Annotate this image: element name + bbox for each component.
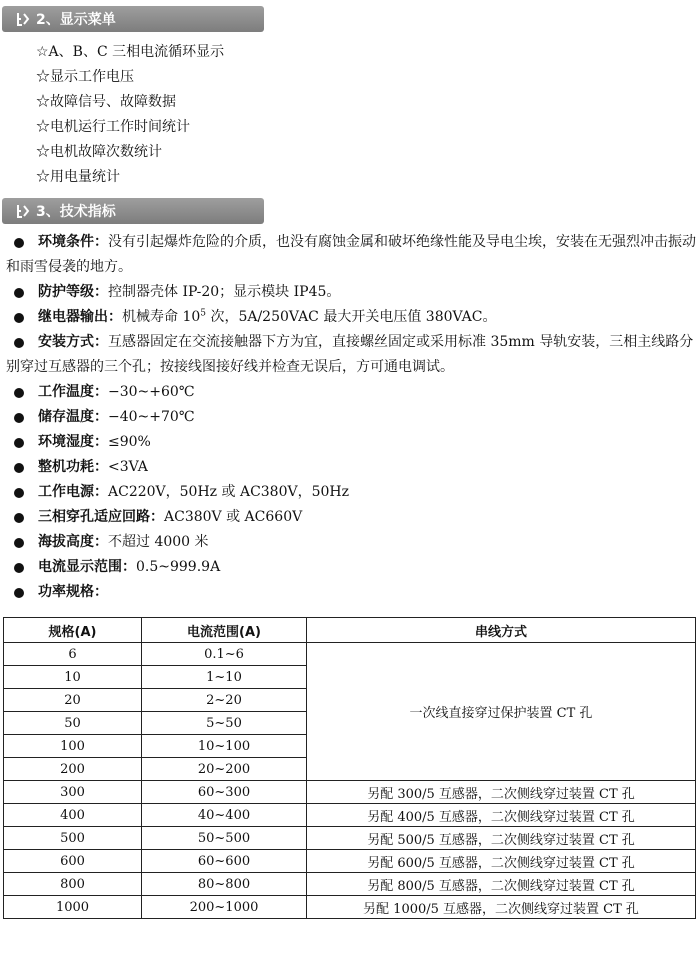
table-cell: 2~20 [142,689,307,712]
menu-item: ☆用电量统计 [36,169,120,185]
spec-three-phase-loop: 三相穿孔适应回路：AC380V 或 AC660V [6,505,696,530]
bullet-icon [14,538,24,548]
section-marker-icon [16,204,30,218]
table-cell: 10 [4,666,142,689]
section-title: 2、显示菜单 [36,12,116,28]
power-rating-table [3,617,696,919]
bullet-icon [14,313,24,323]
bullet-icon [14,238,24,248]
table-cell: 6 [4,643,142,666]
table-row [4,643,696,666]
spec-storage-temperature: 储存温度：−40~+70℃ [6,405,696,430]
table-cell: 20 [4,689,142,712]
spec-humidity: 环境湿度：≤90% [6,430,696,455]
table-cell: 200 [4,758,142,781]
table-row [4,827,696,850]
table-cell: 另配 300/5 互感器，二次侧线穿过装置 CT 孔 [307,781,696,804]
spec-altitude: 海拔高度：不超过 4000 米 [6,530,696,555]
spec-current-range: 电流显示范围：0.5~999.9A [6,555,696,580]
bullet-icon [14,288,24,298]
menu-item: ☆电机运行工作时间统计 [36,119,190,135]
table-cell: 60~300 [142,781,307,804]
table-cell: 400 [4,804,142,827]
column-header: 串线方式 [307,618,696,643]
table-cell: 40~400 [142,804,307,827]
bullet-icon [14,438,24,448]
menu-item: ☆A、B、C 三相电流循环显示 [36,44,225,60]
section-header-display-menu [2,6,264,32]
spec-environment: 环境条件：没有引起爆炸危险的介质，也没有腐蚀金属和破坏绝缘性能及导电尘埃，安装在无强烈冲击振动和雨雪侵袭的地方。 [6,234,696,275]
spec-power-rating: 功率规格： [6,580,696,605]
table-cell: 800 [4,873,142,896]
table-cell: 10~100 [142,735,307,758]
column-header: 电流范围(A) [142,618,307,643]
spec-installation: 安装方式：互感器固定在交流接触器下方为宜，直接螺丝固定或采用标准 35mm 导轨安装，三相主线路分别穿过互感器的三个孔；按接线图接好线并检查无误后，方可通电调试。 [6,334,694,375]
table-cell: 80~800 [142,873,307,896]
table-row [4,850,696,873]
bullet-icon [14,463,24,473]
bullet-icon [14,563,24,573]
column-header: 规格(A) [4,618,142,643]
section-header-tech-specs [2,198,264,224]
table-cell: 0.1~6 [142,643,307,666]
table-cell: 200~1000 [142,896,307,919]
spec-relay: 继电器输出：机械寿命 $10^5$ 次，5A/250VAC 最大开关电压值 380VAC。 [6,305,696,330]
table-cell: 60~600 [142,850,307,873]
table-cell: 20~200 [142,758,307,781]
table-cell: 5~50 [142,712,307,735]
bullet-icon [14,488,24,498]
table-cell: 另配 1000/5 互感器，二次侧线穿过装置 CT 孔 [307,896,696,919]
menu-item: ☆显示工作电压 [36,69,134,85]
spec-protection: 防护等级：控制器壳体 IP-20；显示模块 IP45。 [6,280,696,305]
table-cell: 600 [4,850,142,873]
section-marker-icon [16,12,30,26]
table-header-row [4,618,696,643]
table-cell: 另配 800/5 互感器，二次侧线穿过装置 CT 孔 [307,873,696,896]
menu-item: ☆故障信号、故障数据 [36,94,176,110]
bullet-icon [14,338,24,348]
table-cell: 另配 500/5 互感器，二次侧线穿过装置 CT 孔 [307,827,696,850]
table-cell: 另配 600/5 互感器，二次侧线穿过装置 CT 孔 [307,850,696,873]
table-row [4,804,696,827]
spec-list [6,230,696,605]
bullet-icon [14,588,24,598]
bullet-icon [14,388,24,398]
merged-method-cell: 一次线直接穿过保护装置 CT 孔 [307,643,696,781]
spec-power-supply: 工作电源：AC220V，50Hz 或 AC380V，50Hz [6,480,696,505]
table-cell: 另配 400/5 互感器，二次侧线穿过装置 CT 孔 [307,804,696,827]
table-cell: 100 [4,735,142,758]
table-cell: 300 [4,781,142,804]
table-row [4,896,696,919]
table-cell: 1~10 [142,666,307,689]
table-row [4,873,696,896]
spec-power-consumption: 整机功耗：<3VA [6,455,696,480]
table-cell: 500 [4,827,142,850]
menu-item: ☆电机故障次数统计 [36,144,162,160]
display-menu-list [36,40,224,190]
table-cell: 50~500 [142,827,307,850]
bullet-icon [14,413,24,423]
section-title: 3、技术指标 [36,204,116,220]
spec-working-temperature: 工作温度：−30~+60℃ [6,380,696,405]
bullet-icon [14,513,24,523]
table-cell: 50 [4,712,142,735]
table-row [4,781,696,804]
table-cell: 1000 [4,896,142,919]
